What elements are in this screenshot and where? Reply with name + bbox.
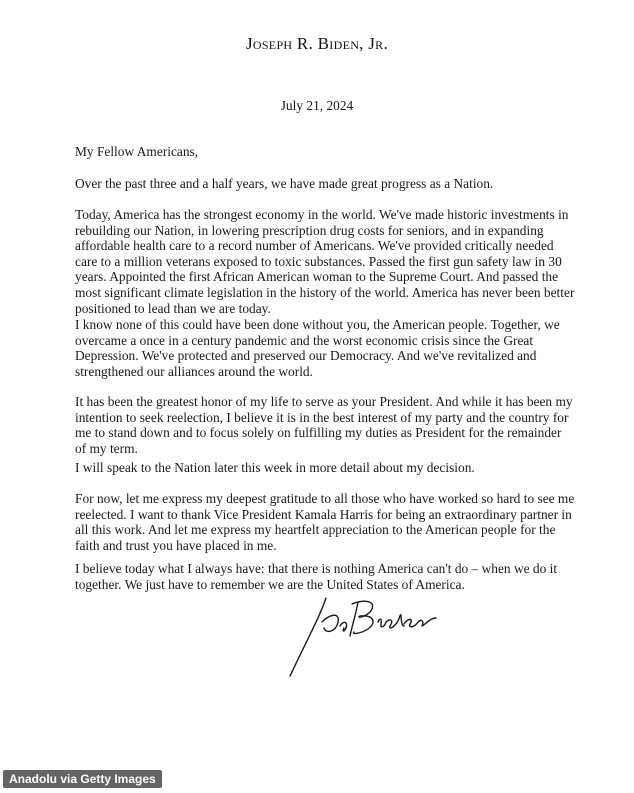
- paragraph-2: Today, America has the strongest economy in the world. We've made historic investments in rebuilding our Nation, in lowering prescription drug costs for seniors, and in expanding affordable health care to a record number of Americans. We've provided critically needed care to a million veterans exposed to toxic substances. Passed the first gun safety law in 30 years. Appointed the first African American woman to the Supreme Court. And passed the most significant climate legislation in the history of the world. America has never been better positioned to lead than we are today.: [75, 207, 575, 316]
- paragraph-5: I will speak to the Nation later this week in more detail about my decision.: [75, 460, 475, 475]
- photo-credit-badge: [3, 770, 162, 788]
- paragraph-3: I know none of this could have been done without you, the American people. Together, we overcame a once in a century pandemic and the worst economic crisis since the Great Depression. We've protected and preserved our Democracy. And we've revitalized and strengthened our alliances around the world.: [75, 317, 560, 379]
- paragraph-7: I believe today what I always have: that there is nothing America can't do – when we do it together. We just have to remember we are the United States of America.: [75, 561, 558, 592]
- letter-date: July 21, 2024: [280, 98, 354, 113]
- paragraph-4: It has been the greatest honor of my life to serve as your President. And while it has been my intention to seek reelection, I believe it is in the best interest of my party and the country for me to stand down and to focus solely on fulfilling my duties as President for the remainder of my term.: [75, 394, 573, 456]
- letterhead-name: Joseph R. Biden, Jr.: [245, 34, 389, 53]
- photo-credit-bar: [0, 767, 634, 793]
- handwritten-signature: [286, 592, 456, 680]
- photo-credit-text: Anadolu via Getty Images: [9, 772, 156, 786]
- paragraph-6: For now, let me express my deepest gratitude to all those who have worked so hard to see me reelected. I want to thank Vice President Kamala Harris for being an extraordinary partner in all this work. And let me express my heartfelt appreciation to the American people for the faith and trust you have placed in me.: [75, 491, 575, 553]
- paragraph-1: Over the past three and a half years, we have made great progress as a Nation.: [75, 176, 494, 191]
- salutation: My Fellow Americans,: [75, 144, 199, 159]
